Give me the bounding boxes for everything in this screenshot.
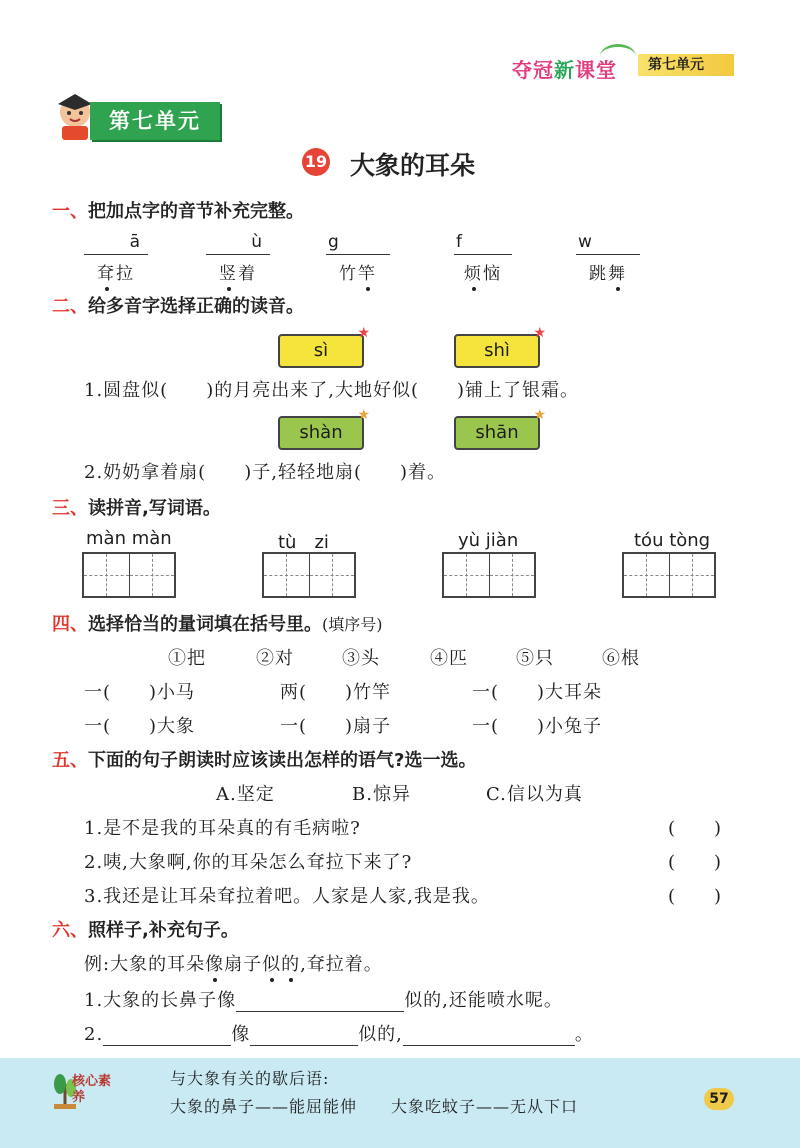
grid-pinyin-3: yù jiàn <box>458 530 519 551</box>
measure-blank-1: 一( )小马 <box>84 682 196 703</box>
pinyin-blank[interactable]: w <box>576 232 640 255</box>
xiehouyu-sayings: 大象的鼻子——能屈能伸 大象吃蚊子——无从下口 <box>170 1097 579 1116</box>
unit-tag: 第七单元 <box>638 54 734 76</box>
pinyin-item-5: w 跳舞 <box>576 232 640 284</box>
grid-pinyin-1: màn màn <box>86 528 172 549</box>
pinyin-item-4: f 烦恼 <box>454 232 512 284</box>
pinyin-card-shi: shì ★ <box>454 334 540 368</box>
lesson-number-badge: 19 <box>302 148 330 176</box>
sentence-5-2: 2.咦,大象啊,你的耳朵怎么耷拉下来了? <box>84 852 413 873</box>
pinyin-blank[interactable]: g <box>326 232 390 255</box>
section-6-heading: 六、照样子,补充句子。 <box>52 920 239 941</box>
option-4: ④匹 <box>430 648 468 669</box>
section-2-heading: 二、给多音字选择正确的读音。 <box>52 296 304 317</box>
pinyin-card-shan4: shàn ★ <box>278 416 364 450</box>
core-literacy-label: 核心素养 <box>72 1074 112 1105</box>
answer-line[interactable] <box>103 1024 231 1046</box>
section-3-heading: 三、读拼音,写词语。 <box>52 498 221 519</box>
sentence-5-1: 1.是不是我的耳朵真的有毛病啦? <box>84 818 361 839</box>
grid-pinyin-2: tù zi <box>278 532 329 553</box>
pinyin-card-shan1: shān ★ <box>454 416 540 450</box>
pinyin-item-3: g 竹竿 <box>326 232 390 284</box>
section-1-heading: 一、把加点字的音节补充完整。 <box>52 201 304 222</box>
option-2: ②对 <box>256 648 294 669</box>
sentence-5-3: 3.我还是让耳朵耷拉着吧。人家是人家,我是我。 <box>84 886 490 907</box>
fill-sentence-1: 1.大象的长鼻子像 似的,还能喷水呢。 <box>84 990 563 1011</box>
answer-paren-3[interactable]: ( ) <box>668 886 723 907</box>
question-2-1: 1.圆盘似( )的月亮出来了,大地好似( )铺上了银霜。 <box>84 380 579 401</box>
answer-paren-2[interactable]: ( ) <box>668 852 723 873</box>
option-3: ③头 <box>342 648 380 669</box>
measure-blank-3: 一( )大耳朵 <box>472 682 603 703</box>
example-sentence: 例:大象的耳朵像扇子似的,耷拉着。 <box>84 954 383 975</box>
lesson-title: 大象的耳朵 <box>350 151 476 180</box>
answer-line[interactable] <box>236 990 404 1012</box>
option-5: ⑤只 <box>516 648 554 669</box>
answer-line[interactable] <box>403 1024 575 1046</box>
measure-blank-5: 一( )扇子 <box>280 716 392 737</box>
pinyin-blank[interactable]: f <box>454 232 512 255</box>
brand-arc-decoration <box>600 44 636 69</box>
tone-choice-a: A.坚定 <box>216 784 275 805</box>
fill-sentence-2: 2. 像 似的, 。 <box>84 1024 594 1045</box>
writing-grid-4[interactable] <box>622 552 716 598</box>
option-6: ⑥根 <box>602 648 640 669</box>
measure-blank-2: 两( )竹竿 <box>280 682 392 703</box>
measure-blank-4: 一( )大象 <box>84 716 196 737</box>
pinyin-item-1: ā 耷拉 <box>84 232 148 284</box>
writing-grid-3[interactable] <box>442 552 536 598</box>
writing-grid-2[interactable] <box>262 552 356 598</box>
tone-choice-c: C.信以为真 <box>486 784 583 805</box>
measure-blank-6: 一( )小兔子 <box>472 716 603 737</box>
option-1: ①把 <box>168 648 206 669</box>
pinyin-blank[interactable]: ā <box>84 232 148 255</box>
writing-grid-1[interactable] <box>82 552 176 598</box>
pinyin-card-si: sì ★ <box>278 334 364 368</box>
answer-line[interactable] <box>250 1024 358 1046</box>
pinyin-item-2: ù 竖着 <box>206 232 270 284</box>
page-number: 57 <box>704 1088 734 1110</box>
section-4-heading: 四、选择恰当的量词填在括号里。(填序号) <box>52 614 383 635</box>
answer-paren-1[interactable]: ( ) <box>668 818 723 839</box>
unit-banner: 第七单元 <box>90 102 220 140</box>
pinyin-blank[interactable]: ù <box>206 232 270 255</box>
xiehouyu-intro: 与大象有关的歇后语: <box>170 1069 330 1088</box>
question-2-2: 2.奶奶拿着扇( )子,轻轻地扇( )着。 <box>84 462 446 483</box>
grid-pinyin-4: tóu tòng <box>634 530 711 551</box>
tone-choice-b: B.惊异 <box>352 784 411 805</box>
section-5-heading: 五、下面的句子朗读时应该读出怎样的语气?选一选。 <box>52 750 477 771</box>
brand-logo: 夺冠新课堂 <box>512 58 617 82</box>
